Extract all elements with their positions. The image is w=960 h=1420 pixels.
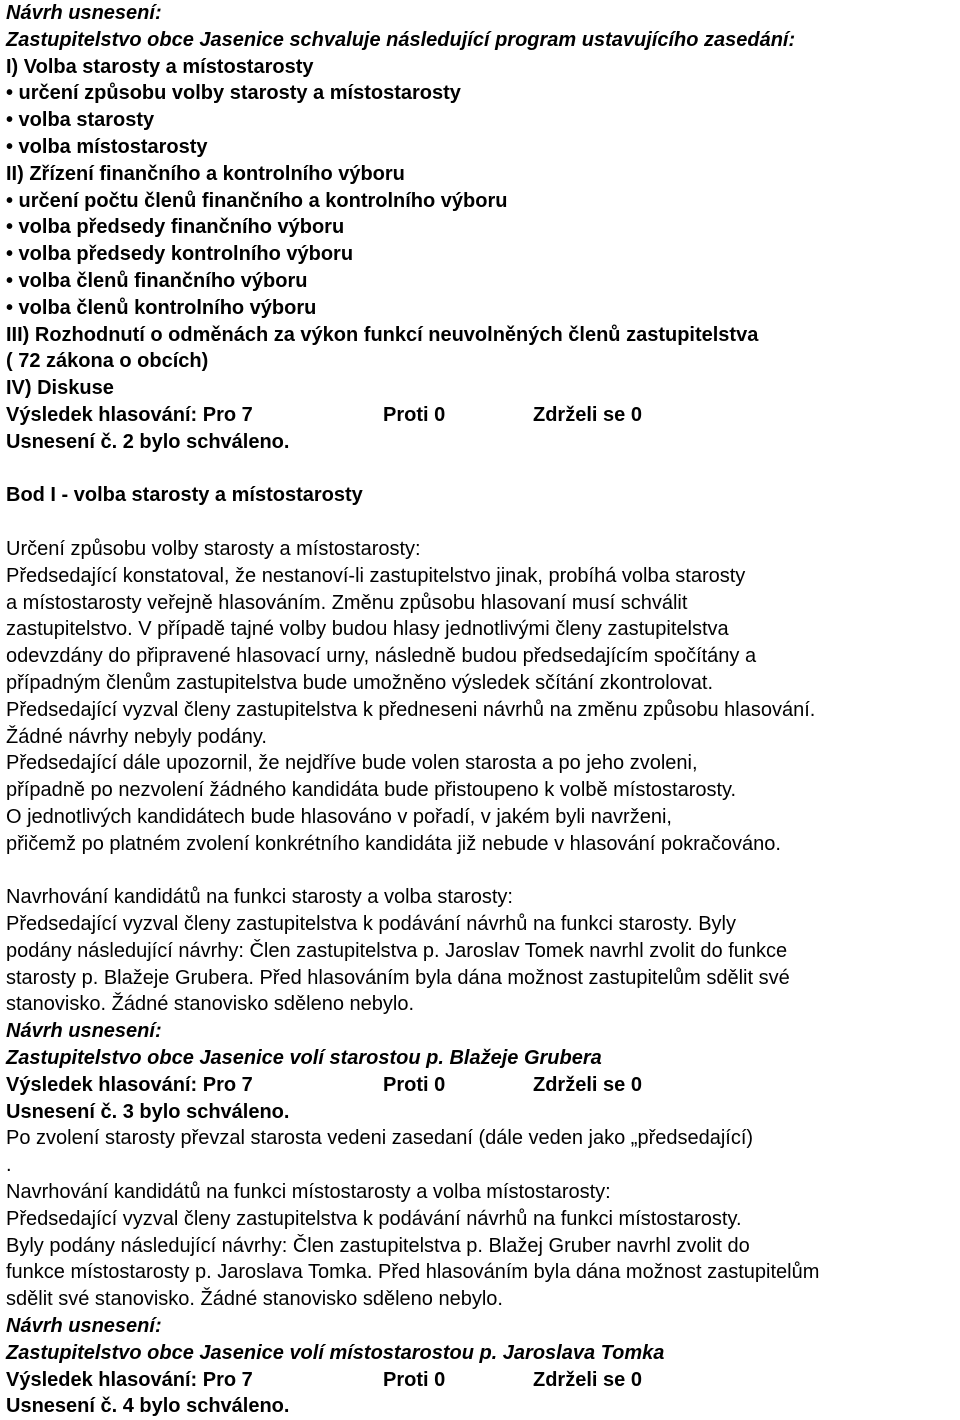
vote-for: Výsledek hlasování: Pro 7 <box>6 403 253 426</box>
subsection-heading: Určení způsobu volby starosty a místostarosty: <box>6 537 421 560</box>
vote-against: Proti 0 <box>383 403 446 426</box>
section-title: Bod I - volba starosty a místostarosty <box>6 484 363 507</box>
subsection-heading: Navrhování kandidátů na funkci starosty a volba starosty: <box>6 886 513 909</box>
paragraph-line: podány následující návrhy: Člen zastupitelstva p. Jaroslav Tomek navrhl zvolit do funkce <box>6 939 788 962</box>
paragraph-line: případným členům zastupitelstva bude umožněno výsledek sčítání zkontrolovat. <box>6 671 714 694</box>
motion-text: Zastupitelstvo obce Jasenice schvaluje následující program ustavujícího zasedání: <box>6 28 796 51</box>
vote-abstain: Zdrželi se 0 <box>533 403 642 426</box>
program-item: • volba členů finančního výboru <box>6 269 308 292</box>
paragraph-line: starosty p. Blažeje Grubera. Před hlasováním byla dána možnost zastupitelům sdělit své <box>6 966 790 989</box>
program-item: • volba starosty <box>6 109 155 132</box>
paragraph-line: Byly podány následující návrhy: Člen zastupitelstva p. Blažej Gruber navrhl zvolit do <box>6 1234 750 1257</box>
paragraph-line: Předsedající vyzval členy zastupitelstva k podávání návrhů na funkci starosty. Byly <box>6 913 736 936</box>
spacer <box>6 509 960 536</box>
program-item: • volba členů kontrolního výboru <box>6 296 317 319</box>
paragraph-line: stanovisko. Žádné stanovisko sděleno nebylo. <box>6 993 415 1016</box>
paragraph-line: O jednotlivých kandidátech bude hlasováno v pořadí, v jakém byli navrženi, <box>6 805 672 828</box>
proposal-heading: Návrh usnesení: <box>6 2 162 24</box>
paragraph-line: Předsedající dále upozornil, že nejdříve bude volen starosta a po jeho zvoleni, <box>6 752 698 775</box>
vote-against: Proti 0 <box>383 1073 446 1096</box>
paragraph-line: případně po nezvolení žádného kandidáta bude přistoupeno k volbě místostarosty. <box>6 779 737 802</box>
proposal-heading: Návrh usnesení: <box>6 1315 162 1338</box>
paragraph-line: Předsedající vyzval členy zastupitelstva k předneseni návrhů na změnu způsobu hlasování. <box>6 698 816 721</box>
program-item: • volba místostarosty <box>6 135 208 158</box>
motion-text: Zastupitelstvo obce Jasenice volí starostou p. Blažeje Grubera <box>6 1047 602 1070</box>
subsection-heading: Navrhování kandidátů na funkci místostarosty a volba místostarosty: <box>6 1181 611 1204</box>
paragraph-line: Žádné návrhy nebyly podány. <box>6 725 267 748</box>
vote-for: Výsledek hlasování: Pro 7 <box>6 1368 253 1391</box>
vote-against: Proti 0 <box>383 1368 446 1391</box>
spacer <box>6 858 960 885</box>
vote-abstain: Zdrželi se 0 <box>533 1368 642 1391</box>
proposal-heading: Návrh usnesení: <box>6 1020 162 1043</box>
vote-for: Výsledek hlasování: Pro 7 <box>6 1073 253 1096</box>
program-item: ( 72 zákona o obcích) <box>6 350 209 373</box>
paragraph-line: . <box>6 1154 12 1177</box>
vote-result-row <box>6 1072 960 1099</box>
motion-text: Zastupitelstvo obce Jasenice volí místostarostou p. Jaroslava Tomka <box>6 1341 665 1364</box>
vote-result-row <box>6 402 960 429</box>
paragraph-line: sdělit své stanovisko. Žádné stanovisko sděleno nebylo. <box>6 1288 503 1311</box>
paragraph-line: Předsedající vyzval členy zastupitelstva k podávání návrhů na funkci místostarosty. <box>6 1207 742 1230</box>
paragraph-line: Po zvolení starosty převzal starosta vedeni zasedaní (dále veden jako „předsedající) <box>6 1127 754 1150</box>
vote-result-row <box>6 1367 960 1394</box>
paragraph-line: zastupitelstvo. V případě tajné volby budou hlasy jednotlivými členy zastupitelstva <box>6 618 729 641</box>
paragraph-line: funkce místostarosty p. Jaroslava Tomka. Před hlasováním byla dána možnost zastupitelům <box>6 1261 820 1284</box>
paragraph-line: Předsedající konstatoval, že nestanoví-li zastupitelstvo jinak, probíhá volba starosty <box>6 564 746 587</box>
program-item: • určení počtu členů finančního a kontrolního výboru <box>6 189 508 212</box>
spacer <box>6 456 960 483</box>
program-item: II) Zřízení finančního a kontrolního výboru <box>6 162 405 185</box>
program-item: • volba předsedy kontrolního výboru <box>6 243 354 266</box>
paragraph-line: odevzdány do připravené hlasovací urny, následně budou předsedajícím spočítány a <box>6 645 757 668</box>
program-item: • určení způsobu volby starosty a místostarosty <box>6 82 461 105</box>
paragraph-line: a místostarosty veřejně hlasováním. Změnu způsobu hlasovaní musí schválit <box>6 591 688 614</box>
resolution-status: Usnesení č. 3 bylo schváleno. <box>6 1100 290 1123</box>
program-item: III) Rozhodnutí o odměnách za výkon funkcí neuvolněných členů zastupitelstva <box>6 323 759 346</box>
paragraph-line: přičemž po platném zvolení konkrétního kandidáta již nebude v hlasování pokračováno. <box>6 832 781 855</box>
resolution-status: Usnesení č. 4 bylo schváleno. <box>6 1395 290 1418</box>
program-item: • volba předsedy finančního výboru <box>6 216 345 239</box>
vote-abstain: Zdrželi se 0 <box>533 1073 642 1096</box>
program-item: IV) Diskuse <box>6 377 114 400</box>
program-item: I) Volba starosty a místostarosty <box>6 55 314 78</box>
resolution-status: Usnesení č. 2 bylo schváleno. <box>6 430 290 453</box>
